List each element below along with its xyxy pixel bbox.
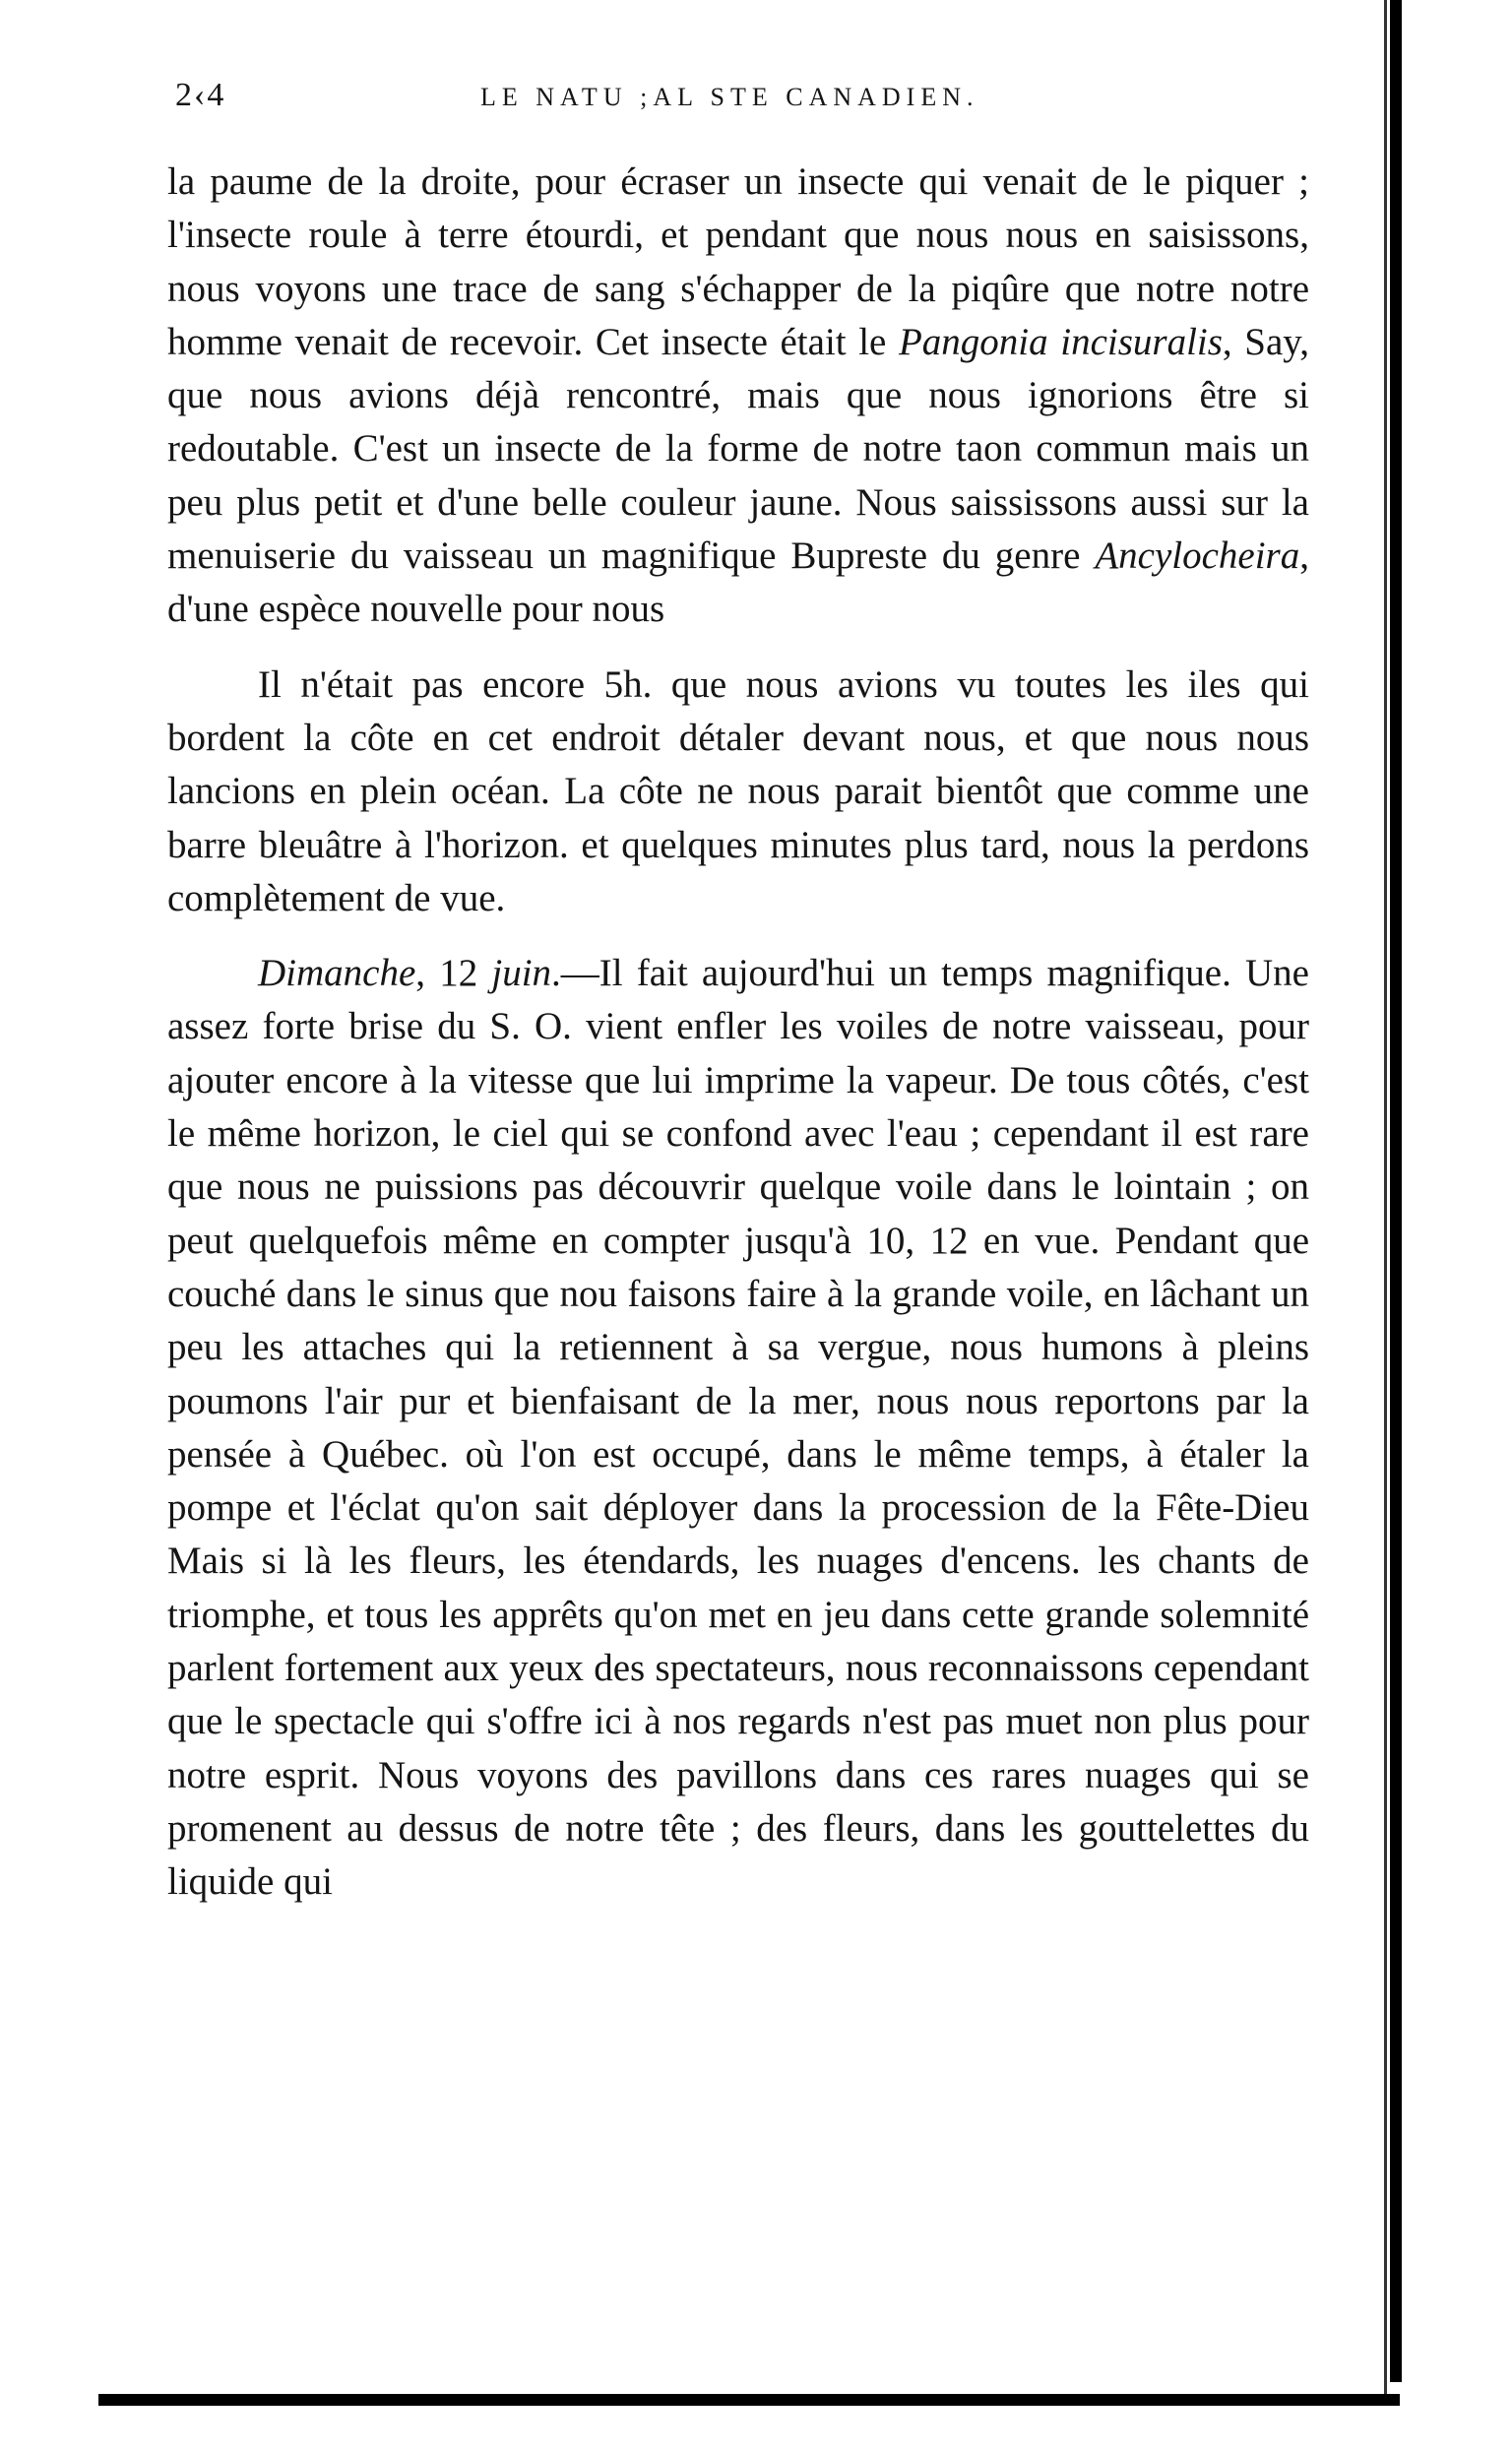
- paragraph-3: [167, 947, 1309, 1909]
- date-day-dimanche: Dimanche: [258, 952, 416, 995]
- date-month-juin: juin: [491, 952, 552, 995]
- right-edge-rule: [1390, 0, 1402, 2382]
- genus-name-ancylocheira: Ancylocheira: [1095, 534, 1300, 578]
- paragraph-1: [167, 156, 1309, 637]
- paragraph-3-text-a: , 12: [415, 952, 492, 995]
- body-text: [167, 156, 1309, 1910]
- page-number: 2‹4: [175, 77, 226, 113]
- species-name-pangonia: Pangonia incisuralis: [898, 320, 1223, 363]
- page-header: [175, 77, 1297, 126]
- bottom-edge-rule: [98, 2394, 1400, 2406]
- paragraph-1-text-a: la paume de la droite, pour écraser un insecte qui venait de le piquer ; l'insecte roule à terre étourdi, et pendant que nous nous en saisissons, nous voyons une trace de sang s'échapper de la piqûre que notre notre homme venait de recevoir. Cet insecte était le: [167, 160, 1309, 363]
- right-edge-shadow: [1384, 0, 1387, 2402]
- paragraph-3-text-b: .—Il fait aujourd'hui un temps magnifique. Une assez forte brise du S. O. vient enfler les voiles de notre vaisseau, pour ajouter encore à la vitesse que lui imprime la vapeur. De tous côtés, c'est le même horizon, le ciel qui se confond avec l'eau ; cependant il est rare que nous ne puissions pas découvrir quelque voile dans le lointain ; on peut quelquefois même en compter jusqu'à 10, 12 en vue. Pendant que couché dans le sinus que nou faisons faire à la grande voile, en lâchant un peu les attaches qui la retiennent à sa vergue, nous humons à pleins poumons l'air pur et bienfaisant de la mer, nous nous reportons par la pensée à Québec. où l'on est occupé, dans le même temps, à étaler la pompe et l'éclat qu'on sait déployer dans la procession de la Fête-Dieu Mais si là les fleurs, les étendards, les nuages d'encens. les chants de triomphe, et tous les apprêts qu'on met en jeu dans cette grande solemnité parlent fortement aux yeux des spectateurs, nous reconnaissons cependant que le spectacle qui s'offre ici à nos regards n'est pas muet non plus pour notre esprit. Nous voyons des pavillons dans ces rares nuages qui se promenent au dessus de notre tête ; des fleurs, dans les gouttelettes du liquide qui: [167, 952, 1309, 1904]
- paragraph-1-text-b: , Say, que nous avions déjà rencontré, mais que nous ignorions être si redoutable. C'est un insecte de la forme de notre taon commun mais un peu plus petit et d'une belle couleur jaune. Nous saississons aussi sur la menuiserie du vaisseau un magnifique Bupreste du genre: [167, 320, 1309, 578]
- running-head: LE NATU ;AL STE CANADIEN.: [480, 83, 979, 111]
- paragraph-1-text-c: , d'une espèce nouvelle pour nous: [167, 534, 1309, 631]
- paragraph-2: Il n'était pas encore 5h. que nous avions vu toutes les iles qui bordent la côte en cet endroit détaler devant nous, et que nous nous lancions en plein océan. La côte ne nous parait bientôt que comme une barre bleuâtre à l'horizon. et quelques minutes plus tard, nous la perdons complètement de vue.: [167, 662, 1309, 919]
